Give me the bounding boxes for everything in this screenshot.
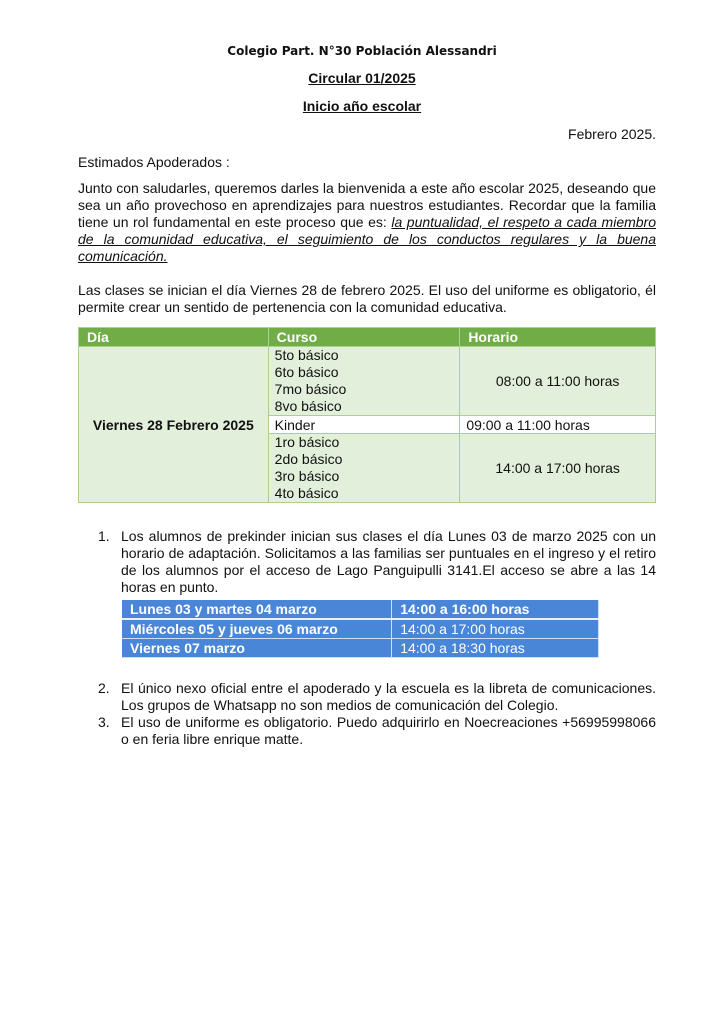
prekinder-days: Viernes 07 marzo: [122, 639, 392, 658]
numbered-list-1: [78, 528, 656, 596]
prekinder-time: 14:00 a 16:00 horas: [392, 600, 599, 619]
course: 7mo básico: [274, 381, 347, 397]
intro-text: Junto con saludarles, queremos darles la bienvenida a este año escolar 2025, deseando que sea un año provechoso en aprendizajes para nuestros estudiantes. Recordar que la familia tiene un rol fundamental en este proceso que es:: [78, 180, 656, 230]
prekinder-days: Lunes 03 y martes 04 marzo: [122, 600, 392, 619]
schedule-table: [78, 327, 656, 503]
prekinder-schedule-table: [122, 600, 599, 658]
intro-emphasis: la puntualidad, el respeto a cada miembro de la comunidad educativa, el seguimiento de los conductos regulares y la buena comunicación.: [78, 214, 656, 264]
circular-subject: Inicio año escolar: [302, 98, 422, 114]
schedule-header-row: [79, 328, 656, 347]
list-item: [78, 680, 656, 714]
prekinder-time: 14:00 a 17:00 horas: [392, 619, 599, 639]
prekinder-days: Miércoles 05 y jueves 06 marzo: [122, 619, 392, 639]
table-row: [122, 639, 599, 658]
prekinder-time: 14:00 a 18:30 horas: [392, 639, 599, 658]
course: 8vo básico: [274, 398, 342, 414]
list-number: 1.: [98, 528, 110, 544]
schedule-day: Viernes 28 Febrero 2025: [79, 347, 269, 503]
document-date: Febrero 2025.: [568, 126, 656, 142]
course-time: 08:00 a 11:00 horas: [460, 347, 656, 416]
list-text: Los alumnos de prekinder inician sus clases el día Lunes 03 de marzo 2025 con un horario de adaptación. Solicitamos a las familias ser puntuales en el ingreso y el retiro de los alumnos por el acceso de Lago Panguipulli 3141.El acceso se abre a las 14 horas en punto.: [121, 528, 656, 595]
table-row: [122, 619, 599, 639]
school-name: Colegio Part. N°30 Población Alessandri: [227, 44, 497, 58]
header-time: Horario: [460, 328, 656, 347]
table-row: [122, 600, 599, 619]
list-item: [78, 528, 656, 596]
course: 4to básico: [274, 485, 339, 501]
header-course: Curso: [268, 328, 460, 347]
header-day: Día: [79, 328, 269, 347]
list-number: 3.: [98, 714, 110, 730]
course: 2do básico: [274, 451, 343, 467]
list-text: El único nexo oficial entre el apoderado y la escuela es la libreta de comunicaciones. Los grupos de Whatsapp no son medios de comunicación del Colegio.: [121, 680, 656, 713]
intro-paragraph: [78, 180, 656, 265]
list-number: 2.: [98, 680, 110, 696]
numbered-list-2: [78, 680, 656, 748]
course: 5to básico: [274, 347, 339, 363]
table-row: [79, 347, 656, 416]
course: Kinder: [268, 416, 460, 434]
course-time: 09:00 a 11:00 horas: [460, 416, 656, 434]
circular-number: Circular 01/2025: [308, 70, 416, 86]
list-text: El uso de uniforme es obligatorio. Puedo adquirirlo en Noecreaciones +56995998066 o en feria libre enrique matte.: [121, 714, 656, 747]
classes-start-paragraph: Las clases se inician el día Viernes 28 de febrero 2025. El uso del uniforme es obligatorio, él permite crear un sentido de pertenencia con la comunidad educativa.: [78, 282, 656, 315]
list-item: [78, 714, 656, 748]
course-list: [268, 434, 460, 503]
course-time: 14:00 a 17:00 horas: [460, 434, 656, 503]
course-list: [268, 347, 460, 416]
course: 1ro básico: [274, 434, 340, 450]
course: 6to básico: [274, 364, 339, 380]
greeting: Estimados Apoderados :: [78, 154, 230, 170]
course: 3ro básico: [274, 468, 340, 484]
